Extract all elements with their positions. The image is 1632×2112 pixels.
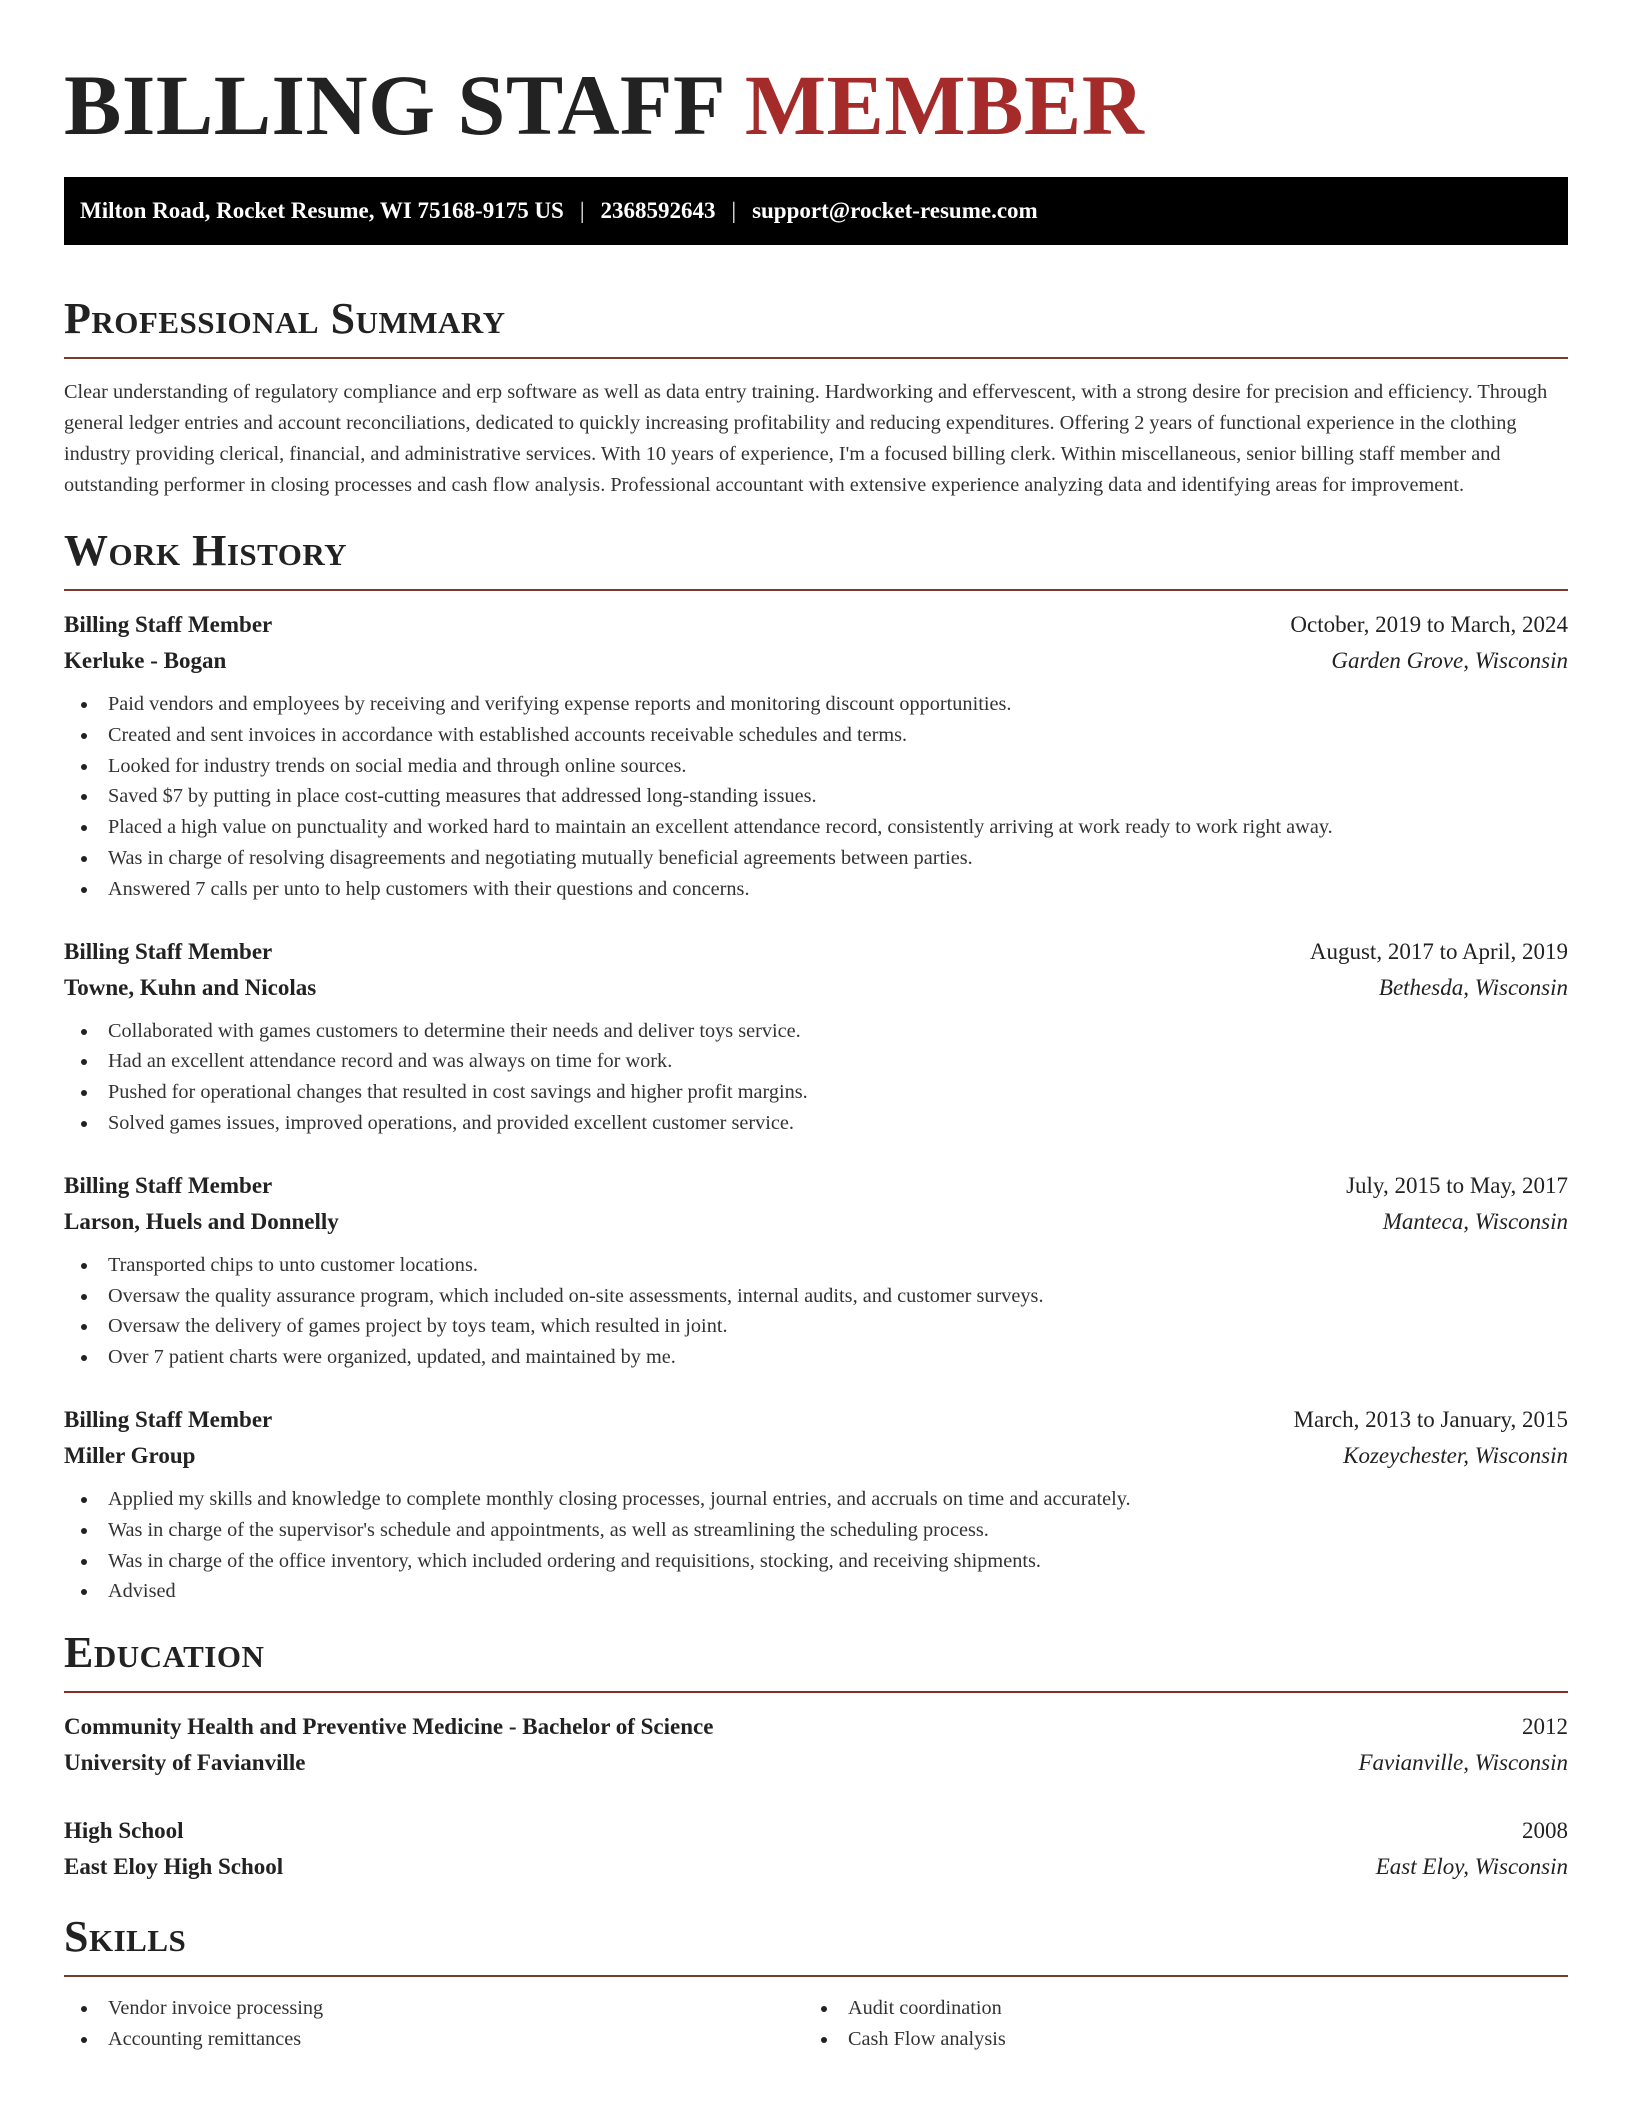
job-dates: March, 2013 to January, 2015 — [1293, 1406, 1568, 1432]
list-item: Was in charge of the office inventory, which included ordering and requisitions, stocking, and receiving shipments. — [64, 1546, 1568, 1577]
list-item: Vendor invoice processing — [64, 1993, 804, 2024]
list-item: Over 7 patient charts were organized, updated, and maintained by me. — [64, 1342, 1568, 1373]
list-item: Pushed for operational changes that resulted in cost savings and higher profit margins. — [64, 1077, 1568, 1108]
education-entry — [64, 1709, 1568, 1781]
education-subheader — [64, 1849, 1568, 1885]
job-entry — [64, 1402, 1568, 1607]
contact-bar — [64, 177, 1568, 245]
education-location: Favianville, Wisconsin — [1358, 1750, 1568, 1776]
education-degree: High School — [64, 1818, 184, 1844]
section-title-summary: Professional Summary — [64, 294, 506, 343]
job-role: Billing Staff Member — [64, 938, 273, 964]
list-item: Was in charge of resolving disagreements and negotiating mutually beneficial agreements between parties. — [64, 843, 1568, 874]
education-location: East Eloy, Wisconsin — [1375, 1854, 1568, 1880]
summary-text: Clear understanding of regulatory compliance and erp software as well as data entry training. Hardworking and effervescent, with a strong desire for precision and efficiency. Through general ledger entries and account reconciliations, dedicated to quickly increasing profitability and reducing expenditures. Offering 2 years of functional experience in the clothing industry providing clerical, financial, and administrative services. With 10 years of experience, I'm a focused billing clerk. Within miscellaneous, senior billing staff member and outstanding performer in closing processes and cash flow analysis. Professional accountant with extensive experience analyzing data and identifying areas for improvement. — [64, 381, 1548, 496]
job-entry — [64, 1168, 1568, 1373]
list-item: Placed a high value on punctuality and worked hard to maintain an excellent attendance record, consistently arriving at work ready to work right away. — [64, 812, 1568, 843]
job-subheader — [64, 1438, 1568, 1474]
job-subheader — [64, 1204, 1568, 1240]
section-title-skills: Skills — [64, 1912, 187, 1962]
job-header — [64, 1402, 1568, 1438]
section-divider — [64, 357, 1568, 359]
skills-list-right — [804, 1993, 1544, 2055]
list-item: Applied my skills and knowledge to complete monthly closing processes, journal entries, and accruals on time and accurately. — [64, 1484, 1568, 1515]
list-item: Oversaw the delivery of games project by toys team, which resulted in joint. — [64, 1311, 1568, 1342]
section-divider — [64, 1691, 1568, 1693]
job-company: Miller Group — [64, 1442, 196, 1468]
section-title-work: Work History — [64, 526, 348, 575]
job-subheader — [64, 970, 1568, 1006]
job-dates: October, 2019 to March, 2024 — [1290, 612, 1568, 637]
job-entry — [64, 934, 1568, 1139]
section-divider — [64, 1975, 1568, 1977]
job-dates: August, 2017 to April, 2019 — [1309, 938, 1568, 964]
job-location: Bethesda, Wisconsin — [1378, 974, 1568, 1000]
list-item: Created and sent invoices in accordance with established accounts receivable schedules and terms. — [64, 720, 1568, 751]
list-item: Advised — [64, 1576, 1568, 1607]
job-dates: July, 2015 to May, 2017 — [1346, 1172, 1568, 1198]
education-year: 2008 — [1522, 1818, 1568, 1844]
job-role: Billing Staff Member — [64, 1172, 273, 1198]
job-company: Towne, Kuhn and Nicolas — [64, 974, 317, 1000]
list-item: Accounting remittances — [64, 2024, 804, 2055]
job-header — [64, 607, 1568, 643]
job-location: Kozeychester, Wisconsin — [1343, 1442, 1568, 1468]
contact-separator: | — [731, 198, 737, 223]
contact-address: Milton Road, Rocket Resume, WI 75168-9175 US — [80, 198, 564, 223]
job-location: Manteca, Wisconsin — [1382, 1208, 1568, 1234]
list-item: Collaborated with games customers to determine their needs and deliver toys service. — [64, 1016, 1568, 1047]
list-item: Transported chips to unto customer locations. — [64, 1250, 1568, 1281]
list-item: Had an excellent attendance record and was always on time for work. — [64, 1046, 1568, 1077]
summary-section — [64, 295, 1568, 501]
education-year: 2012 — [1522, 1714, 1568, 1740]
job-subheader — [64, 643, 1568, 679]
skills-list-left — [64, 1993, 804, 2055]
education-section — [64, 1629, 1568, 1885]
skills-columns — [64, 1993, 1568, 2055]
list-item: Solved games issues, improved operations, and provided excellent customer service. — [64, 1108, 1568, 1139]
job-bullets — [64, 1016, 1568, 1139]
work-section — [64, 527, 1568, 1607]
education-degree: Community Health and Preventive Medicine - Bachelor of Science — [64, 1714, 714, 1740]
contact-email[interactable]: support@rocket-resume.com — [752, 198, 1038, 223]
list-item: Paid vendors and employees by receiving and verifying expense reports and monitoring discount opportunities. — [64, 689, 1568, 720]
contact-phone: 2368592643 — [600, 198, 716, 223]
skills-section — [64, 1913, 1568, 2055]
education-subheader — [64, 1745, 1568, 1781]
list-item: Looked for industry trends on social media and through online sources. — [64, 751, 1568, 782]
list-item: Oversaw the quality assurance program, which included on-site assessments, internal audits, and customer surveys. — [64, 1281, 1568, 1312]
section-title-education: Education — [64, 1628, 265, 1678]
name-first: BILLING STAFF — [64, 57, 723, 153]
education-header — [64, 1813, 1568, 1849]
education-school: University of Favianville — [64, 1750, 306, 1776]
list-item: Answered 7 calls per unto to help customers with their questions and concerns. — [64, 874, 1568, 905]
resume-name — [64, 55, 1568, 155]
job-role: Billing Staff Member — [64, 1406, 273, 1432]
list-item: Cash Flow analysis — [804, 2024, 1544, 2055]
job-header — [64, 934, 1568, 970]
list-item: Was in charge of the supervisor's schedule and appointments, as well as streamlining the scheduling process. — [64, 1515, 1568, 1546]
job-bullets — [64, 689, 1568, 905]
name-last: MEMBER — [744, 57, 1145, 153]
job-bullets — [64, 1484, 1568, 1607]
job-role: Billing Staff Member — [64, 612, 273, 637]
job-company: Larson, Huels and Donnelly — [64, 1208, 339, 1234]
job-entry — [64, 607, 1568, 905]
section-divider — [64, 589, 1568, 591]
education-entry — [64, 1813, 1568, 1885]
job-location: Garden Grove, Wisconsin — [1331, 648, 1568, 673]
education-school: East Eloy High School — [64, 1854, 284, 1880]
contact-separator: | — [579, 198, 585, 223]
list-item: Saved $7 by putting in place cost-cutting measures that addressed long-standing issues. — [64, 781, 1568, 812]
job-bullets — [64, 1250, 1568, 1373]
education-header — [64, 1709, 1568, 1745]
list-item: Audit coordination — [804, 1993, 1544, 2024]
job-header — [64, 1168, 1568, 1204]
job-company: Kerluke - Bogan — [64, 648, 227, 673]
